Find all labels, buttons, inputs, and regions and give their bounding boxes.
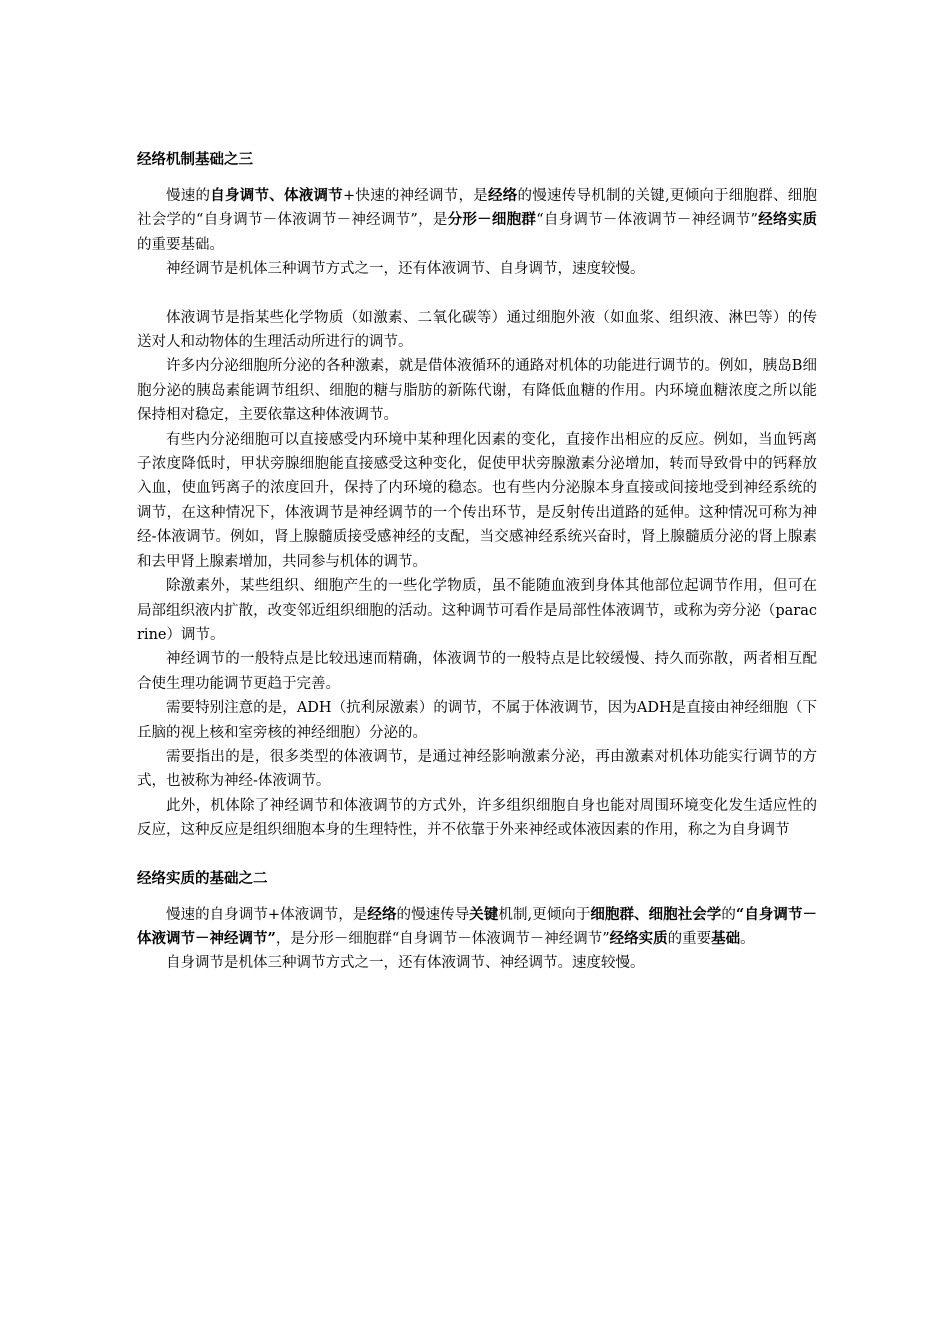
bold-run: 细胞群、细胞社会学: [590, 905, 722, 923]
text-run: 慢速的自身调节+体液调节，是: [166, 906, 368, 923]
section-2-title: 经络实质的基础之二: [137, 869, 268, 887]
text-run: 的慢速传导机制的关键,更倾向于细胞群、细胞社会学的“自身调节－体液调节－神经调节”，是: [137, 188, 818, 229]
text-run: 的重要: [667, 930, 712, 947]
section-2-paragraph-1: [137, 903, 817, 952]
section-1-paragraph-10: 此外，机体除了神经调节和体液调节的方式外，许多组织细胞自身也能对周围环境变化发生适应性的反应，这种反应是组织细胞本身的生理特性，并不依靠于外来神经或体液因素的作用，称之为自身调节: [137, 797, 817, 839]
bold-run: 经络实质: [609, 929, 668, 947]
document-body: [137, 150, 817, 976]
bold-run: 基础: [711, 929, 741, 947]
text-run: +快速的神经调节，是: [342, 188, 489, 204]
section-1-paragraph-4: 许多内分泌细胞所分泌的各种激素，就是借体液循环的通路对机体的功能进行调节的。例如，胰岛B细胞分泌的胰岛素能调节组织、细胞的糖与脂肪的新陈代谢，有降低血糖的作用。内环境血糖浓度之所以能保持相对稳定，主要依靠这种体液调节。: [137, 358, 817, 424]
text-run: ，是分形－细胞群“自身调节－体液调节－神经调节”: [275, 930, 610, 947]
bold-run: 经络: [488, 187, 518, 204]
text-run: 的重要基础。: [137, 236, 224, 253]
section-1-paragraph-9: 需要指出的是，很多类型的体液调节，是通过神经影响激素分泌，再由激素对机体功能实行调节的方式，也被称为神经-体液调节。: [137, 748, 817, 790]
section-1-paragraph-3: 体液调节是指某些化学物质（如激素、二氧化碳等）通过细胞外液（如血浆、组织液、淋巴等）的传送对人和动物体的生理活动所进行的调节。: [137, 309, 817, 351]
section-1-paragraph-8: 需要特别注意的是，ADH（抗利尿激素）的调节，不属于体液调节，因为ADH是直接由神经细胞（下丘脑的视上核和室旁核的神经细胞）分泌的。: [137, 700, 817, 741]
text-run: 的: [721, 906, 736, 923]
bold-run: 经络: [367, 905, 397, 923]
text-run: 的慢速传导: [396, 906, 470, 923]
section-1-paragraph-1: [137, 184, 817, 257]
bold-run: 分形－细胞群: [447, 211, 537, 229]
bold-run: “自身调节－体液调节－神经调节”: [137, 905, 818, 947]
section-1-paragraph-6: 除激素外，某些组织、细胞产生的一些化学物质，虽不能随血液到身体其他部位起调节作用，但可在局部组织液内扩散，改变邻近组织细胞的活动。这种调节可看作是局部性体液调节，或称为旁分泌（paracrine）调节。: [137, 578, 817, 643]
section-1-paragraph-2: 神经调节是机体三种调节方式之一，还有体液调节、自身调节，速度较慢。: [166, 261, 645, 278]
text-run: 机制,更倾向于: [498, 906, 591, 923]
bold-run: 自身调节、体液调节: [210, 187, 343, 204]
section-2-paragraph-2: 自身调节是机体三种调节方式之一，还有体液调节、神经调节。速度较慢。: [166, 955, 645, 972]
text-run: “自身调节－体液调节－神经调节”: [536, 212, 758, 229]
text-run: 慢速的: [166, 188, 211, 204]
text-run: 。: [740, 930, 755, 947]
section-1-paragraph-7: 神经调节的一般特点是比较迅速而精确，体液调节的一般特点是比较缓慢、持久而弥散，两者相互配合使生理功能调节更趋于完善。: [137, 651, 817, 692]
bold-run: 经络实质: [757, 211, 818, 229]
bold-run: 关键: [469, 905, 499, 923]
section-1-paragraph-5: 有些内分泌细胞可以直接感受内环境中某种理化因素的变化，直接作出相应的反应。例如，当血钙离子浓度降低时，甲状旁腺细胞能直接感受这种变化，促使甲状旁腺激素分泌增加，转而导致骨中的钙释放入血，使血钙离子的浓度回升，保持了内环境的稳态。也有些内分泌腺本身直接或间接地受到神经系统的调节，在这种情况下，体液调节是神经调节的一个传出环节，是反射传出道路的延伸。这种情况可称为神经-体液调节。例如，肾上腺髓质接受感神经的支配，当交感神经系统兴奋时，肾上腺髓质分泌的肾上腺素和去甲肾上腺素增加，共同参与机体的调节。: [137, 431, 817, 570]
section-1-title: 经络机制基础之三: [137, 151, 253, 168]
